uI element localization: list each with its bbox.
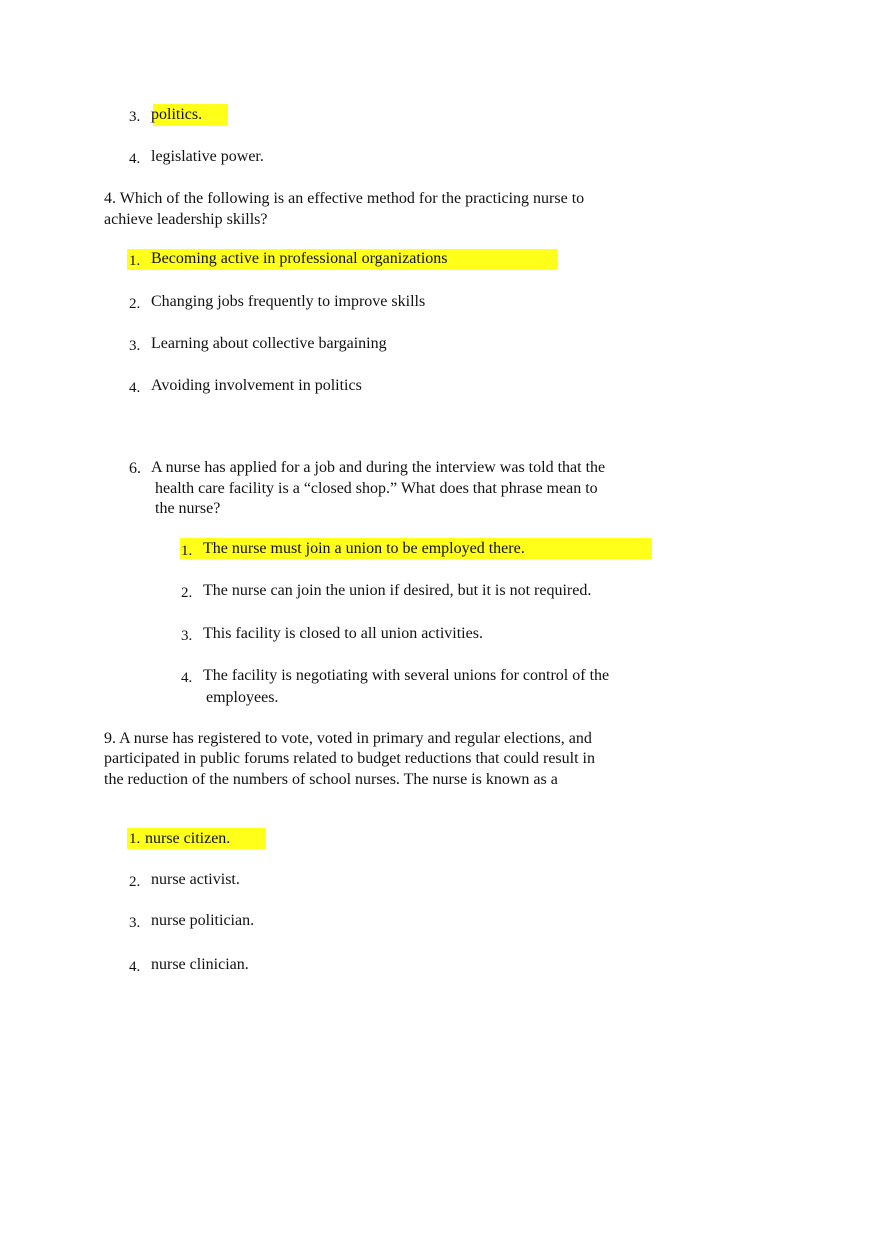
option-number: 1. [129, 253, 141, 269]
option-number: 3. [129, 915, 141, 931]
option-number: 3. [129, 338, 141, 354]
option-number: 4. [181, 670, 193, 686]
option-number: 2. [129, 874, 141, 890]
option-text: This facility is closed to all union activities. [203, 625, 483, 642]
option-text: The facility is negotiating with several unions for control of the [203, 667, 610, 684]
option-text: nurse clinician. [151, 956, 249, 973]
option-number: 3. [129, 109, 141, 125]
option-text: nurse activist. [151, 871, 240, 888]
option-number: 1. [129, 831, 141, 847]
option-text: Becoming active in professional organizations [151, 250, 448, 267]
question-text: A nurse has applied for a job and during the interview was told that the [151, 459, 606, 476]
option-number: 3. [181, 628, 193, 644]
option-number: 2. [129, 296, 141, 312]
option-number: 4. [129, 959, 141, 975]
option-text: politics. [151, 106, 203, 123]
option-text: nurse politician. [151, 912, 255, 929]
question-text: participated in public forums related to budget reductions that could result in [104, 750, 595, 767]
option-text: Avoiding involvement in politics [151, 377, 362, 394]
option-number: 4. [129, 151, 141, 167]
question-number: 6. [129, 460, 141, 477]
option-text: nurse citizen. [145, 830, 231, 847]
option-text: The nurse must join a union to be employed there. [203, 540, 525, 557]
option-number: 1. [181, 543, 193, 559]
question-text: 4. Which of the following is an effective method for the practicing nurse to [104, 190, 585, 207]
option-text-continued: employees. [206, 689, 279, 706]
option-text: The nurse can join the union if desired, but it is not required. [203, 582, 592, 599]
question-text: the nurse? [155, 500, 221, 517]
option-number: 4. [129, 380, 141, 396]
option-text: legislative power. [151, 148, 264, 165]
option-text: Learning about collective bargaining [151, 335, 387, 352]
question-text: achieve leadership skills? [104, 211, 268, 228]
question-text: 9. A nurse has registered to vote, voted in primary and regular elections, and [104, 730, 592, 747]
question-text: the reduction of the numbers of school nurses. The nurse is known as a [104, 771, 558, 788]
option-number: 2. [181, 585, 193, 601]
question-text: health care facility is a “closed shop.” What does that phrase mean to [155, 480, 598, 497]
option-text: Changing jobs frequently to improve skills [151, 293, 426, 310]
